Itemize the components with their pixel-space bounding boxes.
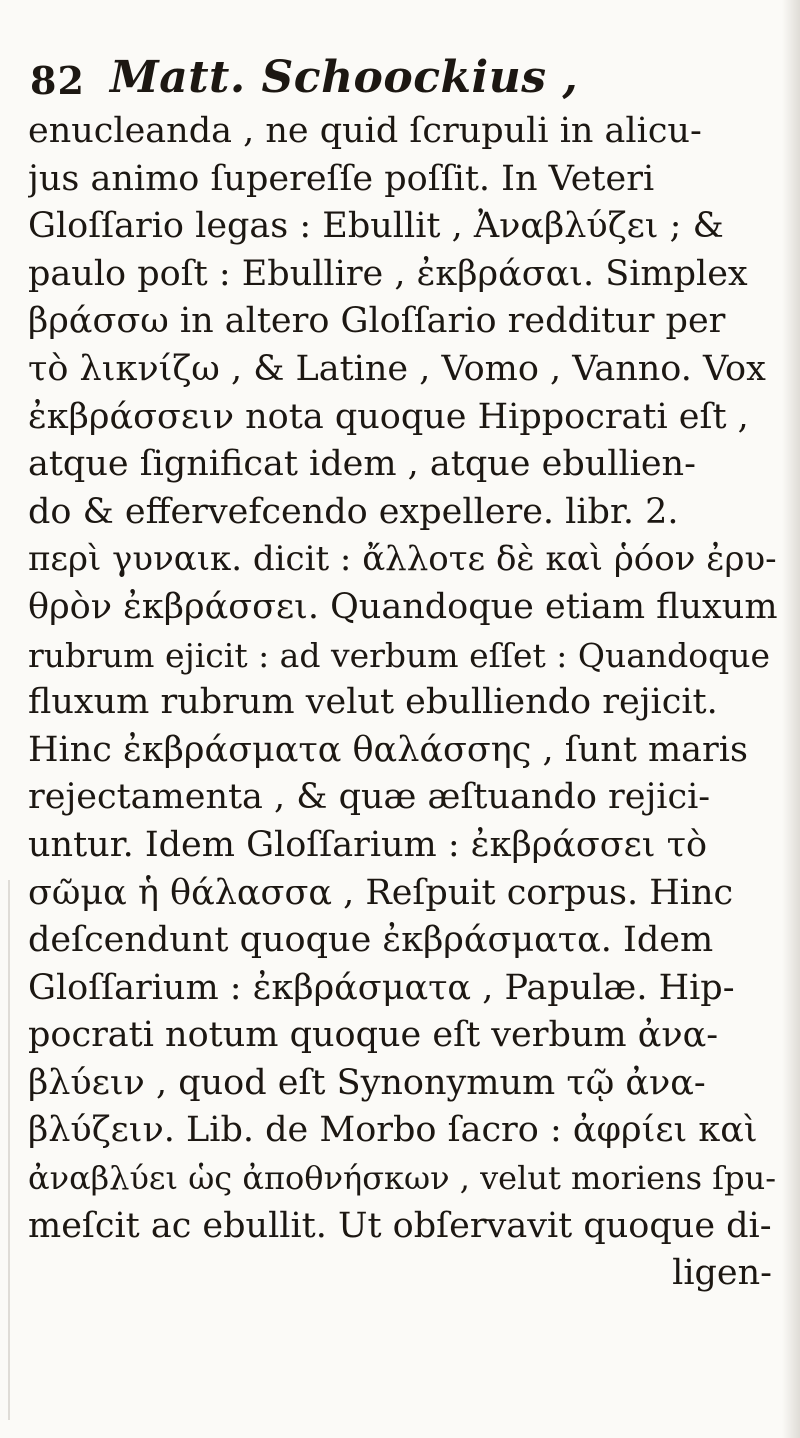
text-line: pocrati notum quoque eſt verbum ἀνα-: [28, 1015, 719, 1056]
text-line: βράσσω in altero Gloſſario redditur per: [28, 301, 726, 342]
page-header: [30, 50, 770, 110]
text-line: rubrum ejicit : ad verbum eſſet : Quandoque: [28, 635, 771, 675]
text-line: Gloſſarium : ἐκβράσματα , Papulæ. Hip-: [28, 967, 735, 1008]
text-line: untur. Idem Gloſſarium : ἐκβράσσει τὸ: [28, 824, 708, 865]
text-line: βλύειν , quod eſt Synonymum τῷ ἀνα-: [28, 1062, 706, 1103]
text-line: ἀναβλύει ὡς ἀποθνήσκων , velut moriens ſpu-: [28, 1159, 777, 1198]
text-line: Hinc ἐκβράσματα θαλάσσης , ſunt maris: [28, 729, 748, 770]
page-edge-shadow: [782, 0, 800, 1438]
margin-mark: [8, 880, 10, 1420]
text-line: paulo poſt : Ebullire , ἐκβράσαι. Simplex: [28, 253, 748, 294]
text-line: do & effervefcendo expellere. libr. 2.: [28, 491, 679, 532]
text-line: τὸ λικνίζω , & Latine , Vomo , Vanno. Vox: [28, 348, 766, 389]
text-line: fluxum rubrum velut ebulliendo rejicit.: [28, 682, 718, 723]
text-line: jus animo ſupereſſe poſſit. In Veteri: [28, 158, 655, 199]
text-line: atque ſignificat idem , atque ebullien-: [28, 444, 696, 485]
text-line: deſcendunt quoque ἐκβράσματα. Idem: [28, 920, 714, 961]
page-number: 82: [30, 58, 85, 103]
text-line: meſcit ac ebullit. Ut obſervavit quoque di-: [28, 1205, 772, 1246]
body-text: [28, 108, 778, 1298]
catchword: ligen-: [672, 1253, 772, 1294]
running-head: Matt. Schoockius ,: [110, 52, 579, 103]
text-line: βλύζειν. Lib. de Morbo ſacro : ἀφρίει καὶ: [28, 1110, 758, 1151]
text-line: enucleanda , ne quid ſcrupuli in alicu-: [28, 111, 702, 151]
text-line: ἐκβράσσειν nota quoque Hippocrati eſt ,: [28, 396, 749, 437]
text-line: θρὸν ἐκβράσσει. Quandoque etiam fluxum: [28, 586, 778, 627]
text-line: rejectamenta , & quæ æſtuando rejici-: [28, 777, 711, 818]
text-line: περὶ γυναικ. dicit : ἄλλοτε δὲ καὶ ῥόον ἐρυ-: [28, 539, 777, 580]
text-line: Gloſſario legas : Ebullit , Ἀναβλύζει ; &: [28, 206, 724, 247]
text-line: σῶμα ἡ θάλασσα , Reſpuit corpus. Hinc: [28, 872, 734, 913]
